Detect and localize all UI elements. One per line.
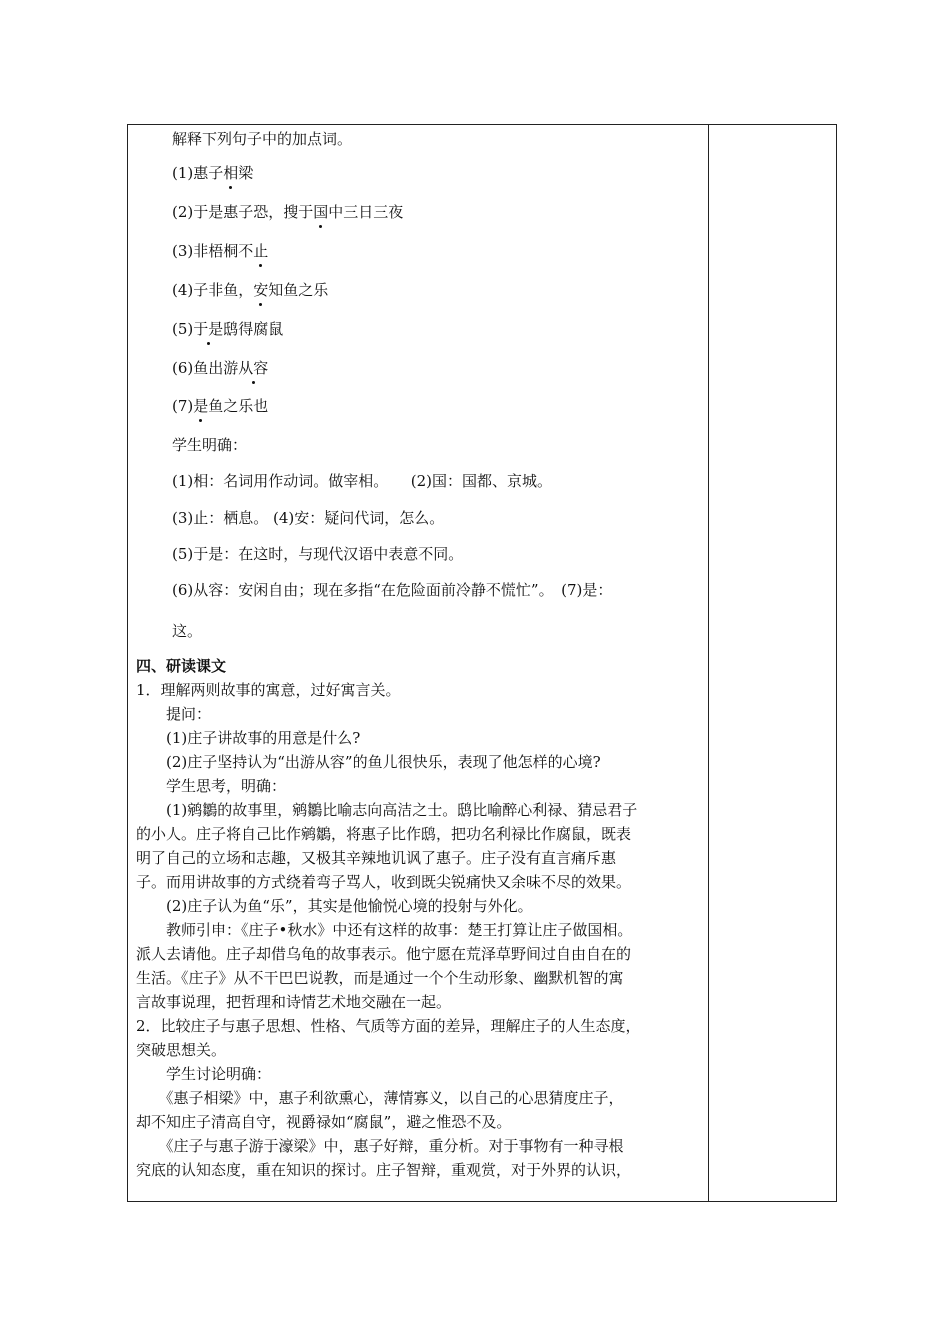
vocab-item: (4)子非鱼，安知鱼之乐 xyxy=(172,281,329,299)
study-line: (1)鹓鶵的故事里，鹓鶵比喻志向高洁之士。鸱比喻醉心利禄、猜忌君子 xyxy=(136,801,638,819)
study-line: 提问： xyxy=(136,705,212,723)
emphasized-word: 止 xyxy=(253,242,269,260)
main-content-cell xyxy=(128,125,708,1201)
study-line: (2)庄子认为鱼“乐”，其实是他愉悦心境的投射与外化。 xyxy=(136,897,533,915)
study-line: 《庄子与惠子游于濠梁》中，惠子好辩，重分析。对于事物有一种寻根 xyxy=(136,1137,624,1155)
study-line: 《惠子相梁》中，惠子利欲熏心，薄情寡义，以自己的心思猜度庄子， xyxy=(136,1089,624,1107)
study-line: 言故事说理，把哲理和诗情艺术地交融在一起。 xyxy=(136,993,452,1011)
vocab-item: (5)于是鸱得腐鼠 xyxy=(172,320,284,338)
answer-line: (1)相：名词用作动词。做宰相。 (2)国：国都、京城。 xyxy=(172,472,552,490)
vocab-item: (1)惠子相梁 xyxy=(172,164,254,182)
study-line: 2．比较庄子与惠子思想、性格、气质等方面的差异，理解庄子的人生态度， xyxy=(136,1017,641,1035)
study-line: 突破思想关。 xyxy=(136,1041,227,1059)
answer-line: (5)于是：在这时，与现代汉语中表意不同。 xyxy=(172,545,464,563)
study-line: 明了自己的立场和志趣，又极其辛辣地讥讽了惠子。庄子没有直言痛斥惠 xyxy=(136,849,617,867)
emphasized-word: 安 xyxy=(253,281,269,299)
study-line: 教师引申：《庄子•秋水》中还有这样的故事：楚王打算让庄子做国相。 xyxy=(136,921,633,939)
answer-line: (3)止：栖息。 (4)安：疑问代词，怎么。 xyxy=(172,509,445,527)
vocab-item: (3)非梧桐不止 xyxy=(172,242,269,260)
study-line: 的小人。庄子将自己比作鹓鶵，将惠子比作鸱，把功名利禄比作腐鼠，既表 xyxy=(136,825,632,843)
study-line: 却不知庄子清高自守，视爵禄如“腐鼠”，避之惟恐不及。 xyxy=(136,1113,512,1131)
study-line: (1)庄子讲故事的用意是什么? xyxy=(136,729,361,747)
study-line: 子。而用讲故事的方式绕着弯子骂人，收到既尖锐痛快又余味不尽的效果。 xyxy=(136,873,632,891)
emphasized-word: 于是 xyxy=(193,320,224,338)
lesson-table xyxy=(127,124,837,1202)
answer-line: 这。 xyxy=(172,622,203,640)
study-line: 生活。《庄子》从不干巴巴说教，而是通过一个个生动形象、幽默机智的寓 xyxy=(136,969,624,987)
study-line: 派人去请他。庄子却借乌龟的故事表示。他宁愿在荒泽草野间过自由自在的 xyxy=(136,945,632,963)
emphasized-word: 是 xyxy=(193,397,209,415)
notes-cell xyxy=(709,125,836,1201)
study-line: 学生思考，明确： xyxy=(136,777,287,795)
answer-line: (6)从容：安闲自由；现在多指“在危险面前冷静不慌忙”。 (7)是： xyxy=(172,581,613,599)
vocab-item: (7)是鱼之乐也 xyxy=(172,397,269,415)
emphasized-word: 从容 xyxy=(238,359,269,377)
study-line: 1．理解两则故事的寓意，过好寓言关。 xyxy=(136,681,401,699)
vocab-instruction: 解释下列句子中的加点词。 xyxy=(172,130,353,148)
vocab-item: (2)于是惠子恐，搜于国中三日三夜 xyxy=(172,203,404,221)
emphasized-word: 国 xyxy=(313,203,329,221)
answer-heading: 学生明确： xyxy=(172,436,248,454)
section-heading: 四、研读课文 xyxy=(136,657,227,675)
emphasized-word: 相 xyxy=(223,164,239,182)
study-line: 学生讨论明确： xyxy=(136,1065,272,1083)
study-line: (2)庄子坚持认为“出游从容”的鱼儿很快乐，表现了他怎样的心境? xyxy=(136,753,601,771)
vocab-item: (6)鱼出游从容 xyxy=(172,359,269,377)
study-line: 究底的认知态度，重在知识的探讨。庄子智辩，重观赏，对于外界的认识， xyxy=(136,1161,632,1179)
